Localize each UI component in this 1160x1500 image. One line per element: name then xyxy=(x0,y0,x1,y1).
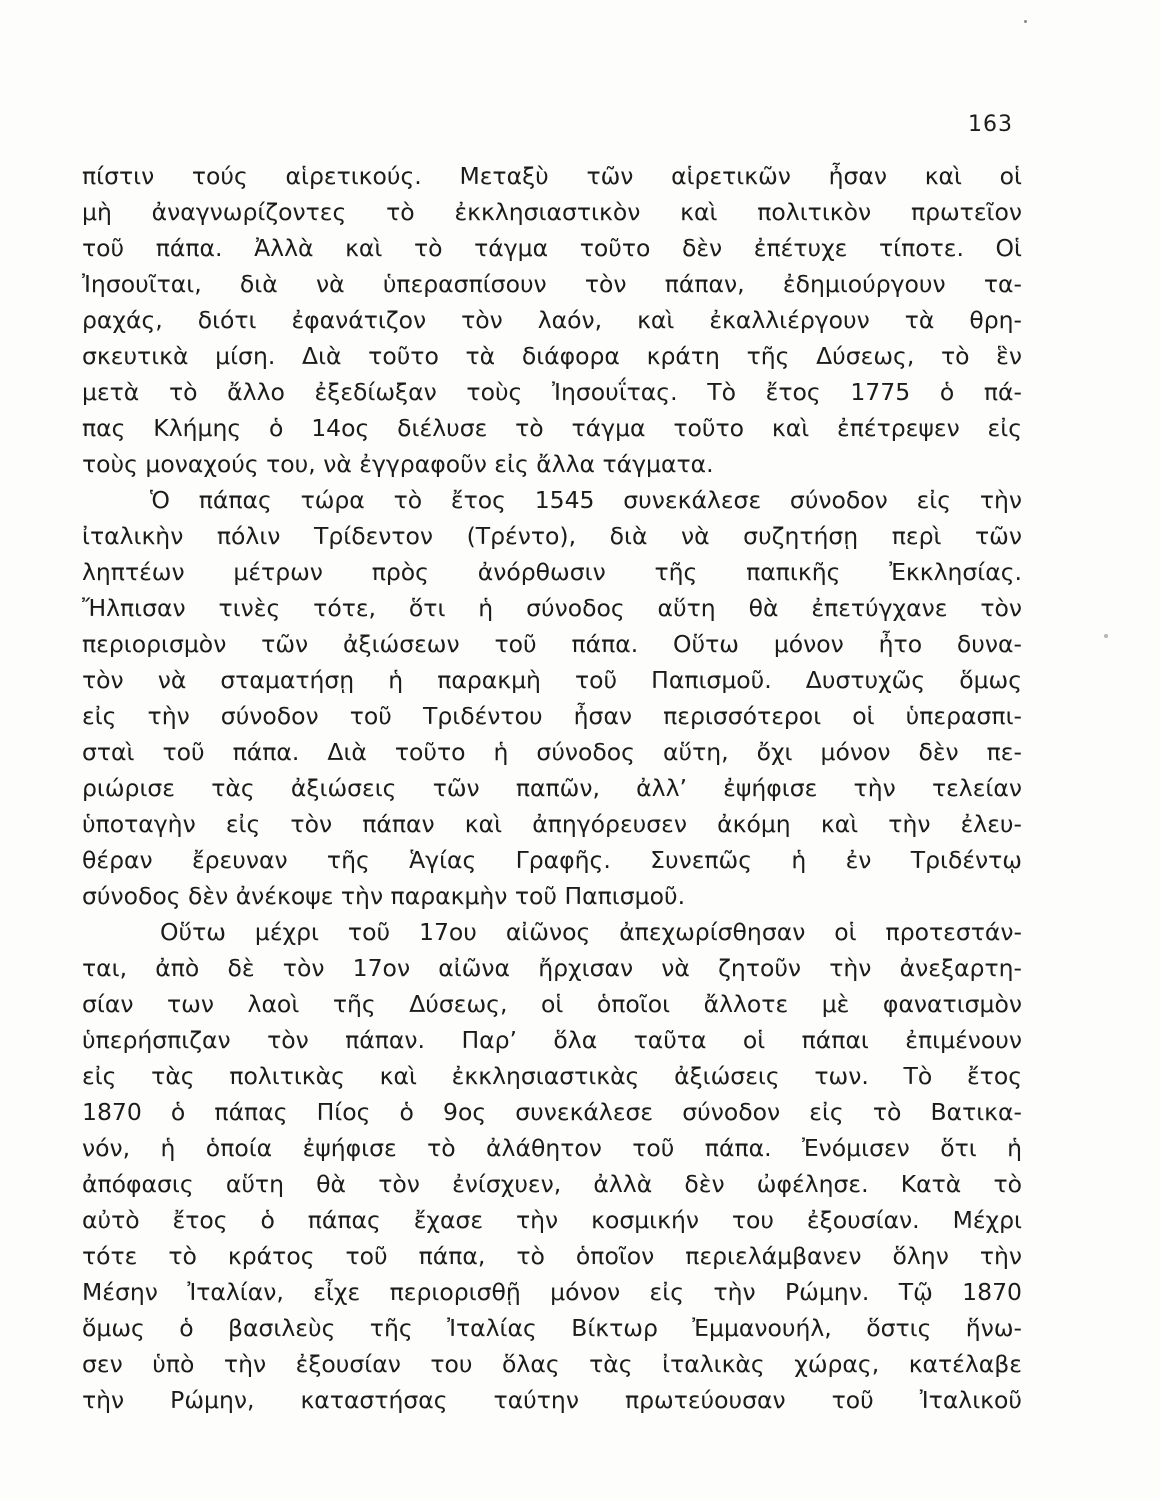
text-line: μετὰ τὸ ἄλλο ἐξεδίωξαν τοὺς Ἰησουΐτας. Τὸ ἔτος 1775 ὁ πά- xyxy=(82,378,1022,406)
text-line: αὐτὸ ἔτος ὁ πάπας ἔχασε τὴν κοσμικήν του ἐξουσίαν. Μέχρι xyxy=(82,1206,1022,1234)
text-line: ριώρισε τὰς ἀξιώσεις τῶν παπῶν, ἀλλ’ ἐψήφισε τὴν τελείαν xyxy=(82,774,1022,802)
text-line: ραχάς, διότι ἐφανάτιζον τὸν λαόν, καὶ ἐκαλλιέργουν τὰ θρη- xyxy=(82,306,1022,334)
text-line: ὑποταγὴν εἰς τὸν πάπαν καὶ ἀπηγόρευσεν ἀκόμη καὶ τὴν ἐλευ- xyxy=(82,810,1022,838)
text-line: σίαν των λαοὶ τῆς Δύσεως, οἱ ὁποῖοι ἄλλοτε μὲ φανατισμὸν xyxy=(82,990,1022,1018)
text-line: Ἤλπισαν τινὲς τότε, ὅτι ἡ σύνοδος αὕτη θὰ ἐπετύγχανε τὸν xyxy=(82,594,1022,622)
text-line: σκευτικὰ μίση. Διὰ τοῦτο τὰ διάφορα κράτη τῆς Δύσεως, τὸ ἓν xyxy=(82,342,1022,370)
text-line: Ὁ πάπας τώρα τὸ ἔτος 1545 συνεκάλεσε σύνοδον εἰς τὴν xyxy=(150,486,1022,514)
text-line: εἰς τὰς πολιτικὰς καὶ ἐκκλησιαστικὰς ἀξιώσεις των. Τὸ ἔτος xyxy=(82,1062,1022,1090)
text-line: νόν, ἡ ὁποία ἐψήφισε τὸ ἀλάθητον τοῦ πάπα. Ἐνόμισεν ὅτι ἡ xyxy=(82,1134,1022,1162)
text-line: ἰταλικὴν πόλιν Τρίδεντον (Τρέντο), διὰ νὰ συζητήσῃ περὶ τῶν xyxy=(82,522,1022,550)
text-line: τότε τὸ κράτος τοῦ πάπα, τὸ ὁποῖον περιελάμβανεν ὅλην τὴν xyxy=(82,1242,1022,1270)
text-line: πίστιν τούς αἱρετικούς. Μεταξὺ τῶν αἱρετικῶν ἦσαν καὶ οἱ xyxy=(82,162,1022,190)
text-line: ὑπερήσπιζαν τὸν πάπαν. Παρ’ ὅλα ταῦτα οἱ πάπαι ἐπιμένουν xyxy=(82,1026,1022,1054)
text-line: ληπτέων μέτρων πρὸς ἀνόρθωσιν τῆς παπικῆς Ἐκκλησίας. xyxy=(82,558,1022,586)
text-line: τὴν Ρώμην, καταστήσας ταύτην πρωτεύουσαν τοῦ Ἰταλικοῦ xyxy=(82,1386,1022,1414)
text-line: εἰς τὴν σύνοδον τοῦ Τριδέντου ἦσαν περισσότεροι οἱ ὑπερασπι- xyxy=(82,702,1022,730)
text-line: ται, ἀπὸ δὲ τὸν 17ον αἰῶνα ἤρχισαν νὰ ζητοῦν τὴν ἀνεξαρτη- xyxy=(82,954,1022,982)
text-line: Μέσην Ἰταλίαν, εἶχε περιορισθῇ μόνον εἰς τὴν Ρώμην. Τῷ 1870 xyxy=(82,1278,1022,1306)
text-line: μὴ ἀναγνωρίζοντες τὸ ἐκκλησιαστικὸν καὶ πολιτικὸν πρωτεῖον xyxy=(82,198,1022,226)
text-line: περιορισμὸν τῶν ἀξιώσεων τοῦ πάπα. Οὕτω μόνον ἦτο δυνα- xyxy=(82,630,1022,658)
text-line: πας Κλήμης ὁ 14ος διέλυσε τὸ τάγμα τοῦτο καὶ ἐπέτρεψεν εἰς xyxy=(82,414,1022,442)
text-line: σεν ὑπὸ τὴν ἐξουσίαν του ὅλας τὰς ἰταλικὰς χώρας, κατέλαβε xyxy=(82,1350,1022,1378)
text-line: ὅμως ὁ βασιλεὺς τῆς Ἰταλίας Βίκτωρ Ἐμμανουήλ, ὅστις ἥνω- xyxy=(82,1314,1022,1342)
text-line: τὸν νὰ σταματήσῃ ἡ παρακμὴ τοῦ Παπισμοῦ. Δυστυχῶς ὅμως xyxy=(82,666,1022,694)
text-line: Ἰησουῖται, διὰ νὰ ὑπερασπίσουν τὸν πάπαν, ἐδημιούργουν τα- xyxy=(82,270,1022,298)
page-number: 163 xyxy=(968,112,1013,137)
scan-speck xyxy=(1104,634,1108,638)
text-line: σύνοδος δὲν ἀνέκοψε τὴν παρακμὴν τοῦ Παπισμοῦ. xyxy=(82,882,686,910)
text-line: θέραν ἔρευναν τῆς Ἁγίας Γραφῆς. Συνεπῶς ἡ ἐν Τριδέντῳ xyxy=(82,846,1022,874)
scan-speck xyxy=(1024,20,1027,23)
text-line: τοὺς μοναχούς του, νὰ ἐγγραφοῦν εἰς ἄλλα τάγματα. xyxy=(82,450,714,478)
text-line: ἀπόφασις αὕτη θὰ τὸν ἐνίσχυεν, ἀλλὰ δὲν ὠφέλησε. Κατὰ τὸ xyxy=(82,1170,1022,1198)
text-line: τοῦ πάπα. Ἀλλὰ καὶ τὸ τάγμα τοῦτο δὲν ἐπέτυχε τίποτε. Οἱ xyxy=(82,234,1022,262)
text-line: 1870 ὁ πάπας Πίος ὁ 9ος συνεκάλεσε σύνοδον εἰς τὸ Βατικα- xyxy=(82,1098,1022,1126)
text-line: σταὶ τοῦ πάπα. Διὰ τοῦτο ἡ σύνοδος αὕτη, ὄχι μόνον δὲν πε- xyxy=(82,738,1022,766)
text-line: Οὕτω μέχρι τοῦ 17ου αἰῶνος ἀπεχωρίσθησαν οἱ προτεστάν- xyxy=(160,918,1022,946)
